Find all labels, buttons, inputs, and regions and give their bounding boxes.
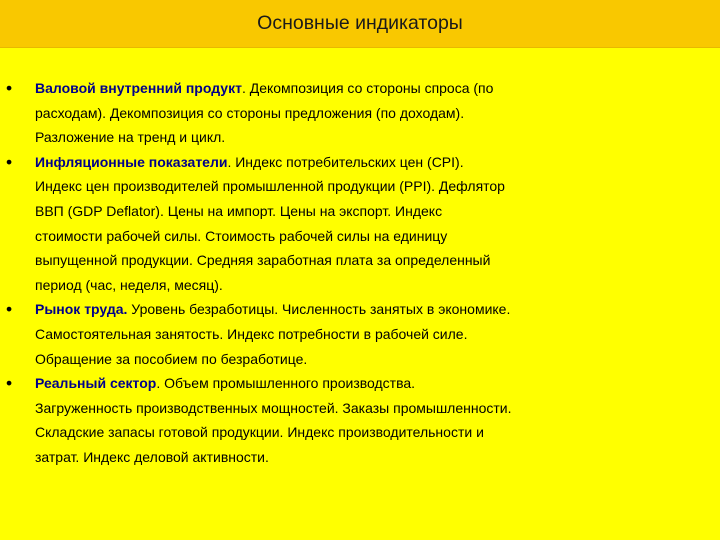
item-line: выпущенной продукции. Средняя заработная плата за определенный xyxy=(35,252,491,269)
item-line: Индекс цен производителей промышленной продукции (PPI). Дефлятор xyxy=(35,178,505,195)
bullet-icon: • xyxy=(6,78,13,98)
item-line: Разложение на тренд и цикл. xyxy=(35,129,226,146)
item-line xyxy=(35,76,720,101)
list-item-gdp xyxy=(0,76,720,150)
item-term: Реальный сектор xyxy=(35,375,157,392)
item-line xyxy=(35,371,720,396)
title-bar xyxy=(0,0,720,48)
page-title: Основные индикаторы xyxy=(257,12,463,34)
bullet-icon: • xyxy=(6,373,13,394)
item-text: . Индекс потребительских цен (CPI). xyxy=(227,153,464,170)
bullet-icon: • xyxy=(6,151,13,172)
list-item-inflation xyxy=(0,150,720,298)
bullet-icon: • xyxy=(6,299,13,320)
item-term: Инфляционные показатели xyxy=(35,153,228,170)
item-line xyxy=(35,297,720,322)
item-line: Самостоятельная занятость. Индекс потребности в рабочей силе. xyxy=(35,325,468,342)
item-line: ВВП (GDP Deflator). Цены на импорт. Цены на экспорт. Индекс xyxy=(35,202,443,219)
item-line: затрат. Индекс деловой активности. xyxy=(35,448,269,465)
list-item-real-sector xyxy=(0,371,720,469)
item-term: Валовой внутренний продукт xyxy=(35,80,242,96)
item-line: расходам). Декомпозиция со стороны предложения (по доходам). xyxy=(35,104,465,121)
item-line: период (час, неделя, месяц). xyxy=(35,276,223,293)
item-text: Уровень безработицы. Численность занятых в экономике. xyxy=(127,301,511,318)
item-line: Складские запасы готовой продукции. Индекс производительности и xyxy=(35,424,484,441)
item-text: . Декомпозиция со стороны спроса (по xyxy=(241,80,494,96)
item-text: . Объем промышленного производства. xyxy=(156,375,416,392)
item-line: Обращение за пособием по безработице. xyxy=(35,350,308,367)
list-item-labor-market xyxy=(0,297,720,371)
item-line xyxy=(35,150,720,175)
item-term: Рынок труда. xyxy=(35,301,128,318)
item-line: Загруженность производственных мощностей. Заказы промышленности. xyxy=(35,399,512,416)
item-line: стоимости рабочей силы. Стоимость рабочей силы на единицу xyxy=(35,227,448,244)
indicator-list xyxy=(0,76,720,470)
